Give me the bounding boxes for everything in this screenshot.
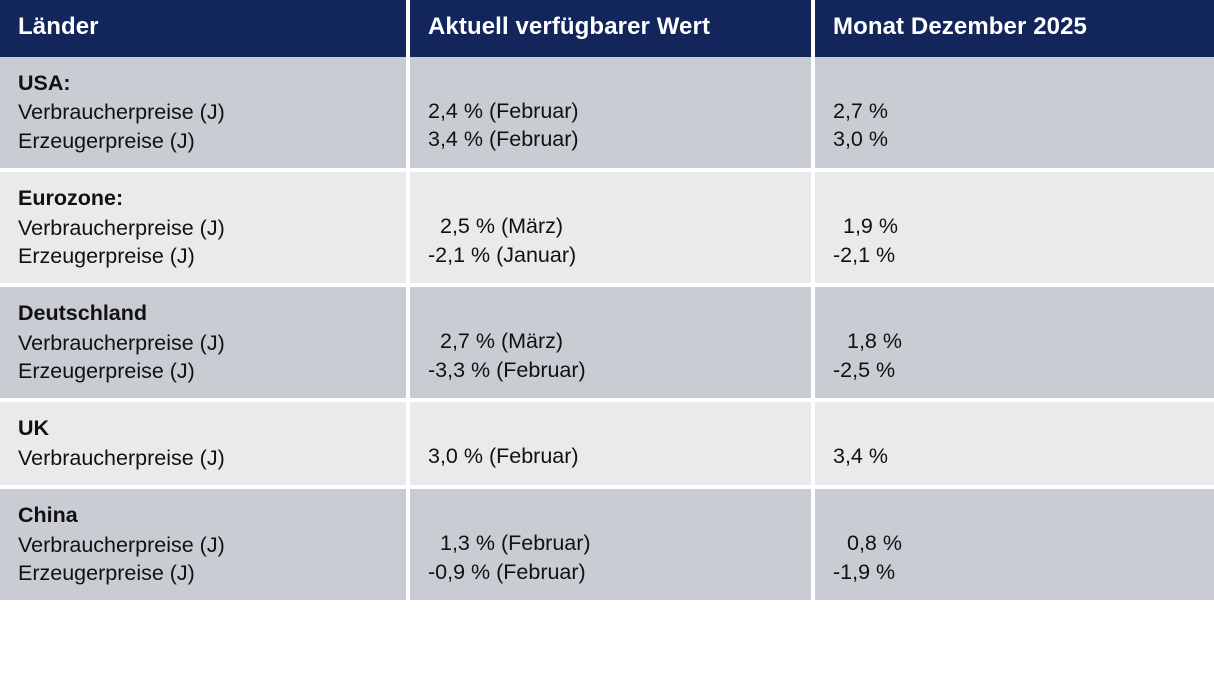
- column-header-current-value: Aktuell verfügbarer Wert: [408, 0, 813, 57]
- month-value: 2,7 %: [833, 99, 888, 123]
- spacer: [428, 299, 811, 327]
- table-header: [0, 0, 1214, 57]
- row-month-cell-eurozone: [813, 170, 1214, 285]
- current-value: 2,5 % (März): [440, 214, 564, 239]
- table-body: [0, 57, 1214, 600]
- current-value: -0,9 % (Februar): [428, 559, 586, 584]
- row-month-cell-china: [813, 487, 1214, 600]
- spacer: [428, 184, 811, 212]
- month-value: 1,8 %: [847, 329, 902, 354]
- month-value: 0,8 %: [847, 531, 902, 556]
- country-name: UK: [18, 416, 50, 441]
- current-value: -2,1 % (Januar): [428, 242, 577, 267]
- spacer: [428, 69, 811, 97]
- table-row: [0, 57, 1214, 170]
- row-month-cell-deutschland: [813, 285, 1214, 400]
- current-value: 3,4 % (Februar): [428, 127, 579, 152]
- row-current-cell-usa: [408, 57, 813, 170]
- month-value: 3,0 %: [833, 127, 888, 152]
- month-value: -1,9 %: [833, 559, 896, 584]
- country-name: Deutschland: [18, 301, 148, 326]
- metric-label: Erzeugerpreise (J): [18, 243, 195, 268]
- metric-label: Verbraucherpreise (J): [18, 100, 225, 125]
- current-value: 2,4 % (Februar): [428, 99, 579, 123]
- row-current-cell-uk: [408, 400, 813, 487]
- row-country-cell-usa: [0, 57, 408, 170]
- metric-label: Verbraucherpreise (J): [18, 330, 225, 355]
- row-current-cell-eurozone: [408, 170, 813, 285]
- row-month-cell-usa: [813, 57, 1214, 170]
- metric-label: Verbraucherpreise (J): [18, 532, 225, 557]
- row-country-cell-china: [0, 487, 408, 600]
- current-value: -3,3 % (Februar): [428, 357, 586, 382]
- spacer: [428, 414, 811, 442]
- month-value: -2,5 %: [833, 357, 896, 382]
- row-month-cell-uk: [813, 400, 1214, 487]
- table-header-row: [0, 0, 1214, 57]
- metric-label: Verbraucherpreise (J): [18, 445, 225, 470]
- current-value: 1,3 % (Februar): [440, 531, 591, 556]
- metric-label: Erzeugerpreise (J): [18, 128, 195, 153]
- row-country-cell-deutschland: [0, 285, 408, 400]
- country-name: USA:: [18, 71, 71, 95]
- current-value: 2,7 % (März): [440, 329, 564, 354]
- metric-label: Erzeugerpreise (J): [18, 560, 195, 585]
- spacer: [833, 69, 1214, 97]
- spacer: [833, 184, 1214, 212]
- month-value: 1,9 %: [843, 214, 898, 239]
- table-row: [0, 170, 1214, 285]
- metric-label: Erzeugerpreise (J): [18, 359, 195, 383]
- month-value: 3,4 %: [833, 444, 888, 469]
- row-country-cell-uk: [0, 400, 408, 487]
- spacer: [833, 501, 1214, 529]
- column-header-countries: Länder: [0, 0, 408, 57]
- table-row: [0, 487, 1214, 600]
- spacer: [833, 299, 1214, 327]
- month-value: -2,1 %: [833, 242, 896, 267]
- row-current-cell-china: [408, 487, 813, 600]
- table-row: [0, 400, 1214, 487]
- column-header-month: Monat Dezember 2025: [813, 0, 1214, 57]
- row-country-cell-eurozone: [0, 170, 408, 285]
- row-current-cell-deutschland: [408, 285, 813, 400]
- country-name: Eurozone:: [18, 186, 124, 211]
- spacer: [428, 501, 811, 529]
- metric-label: Verbraucherpreise (J): [18, 215, 225, 240]
- table-row: [0, 285, 1214, 400]
- spacer: [833, 414, 1214, 442]
- country-name: China: [18, 503, 78, 528]
- current-value: 3,0 % (Februar): [428, 444, 579, 469]
